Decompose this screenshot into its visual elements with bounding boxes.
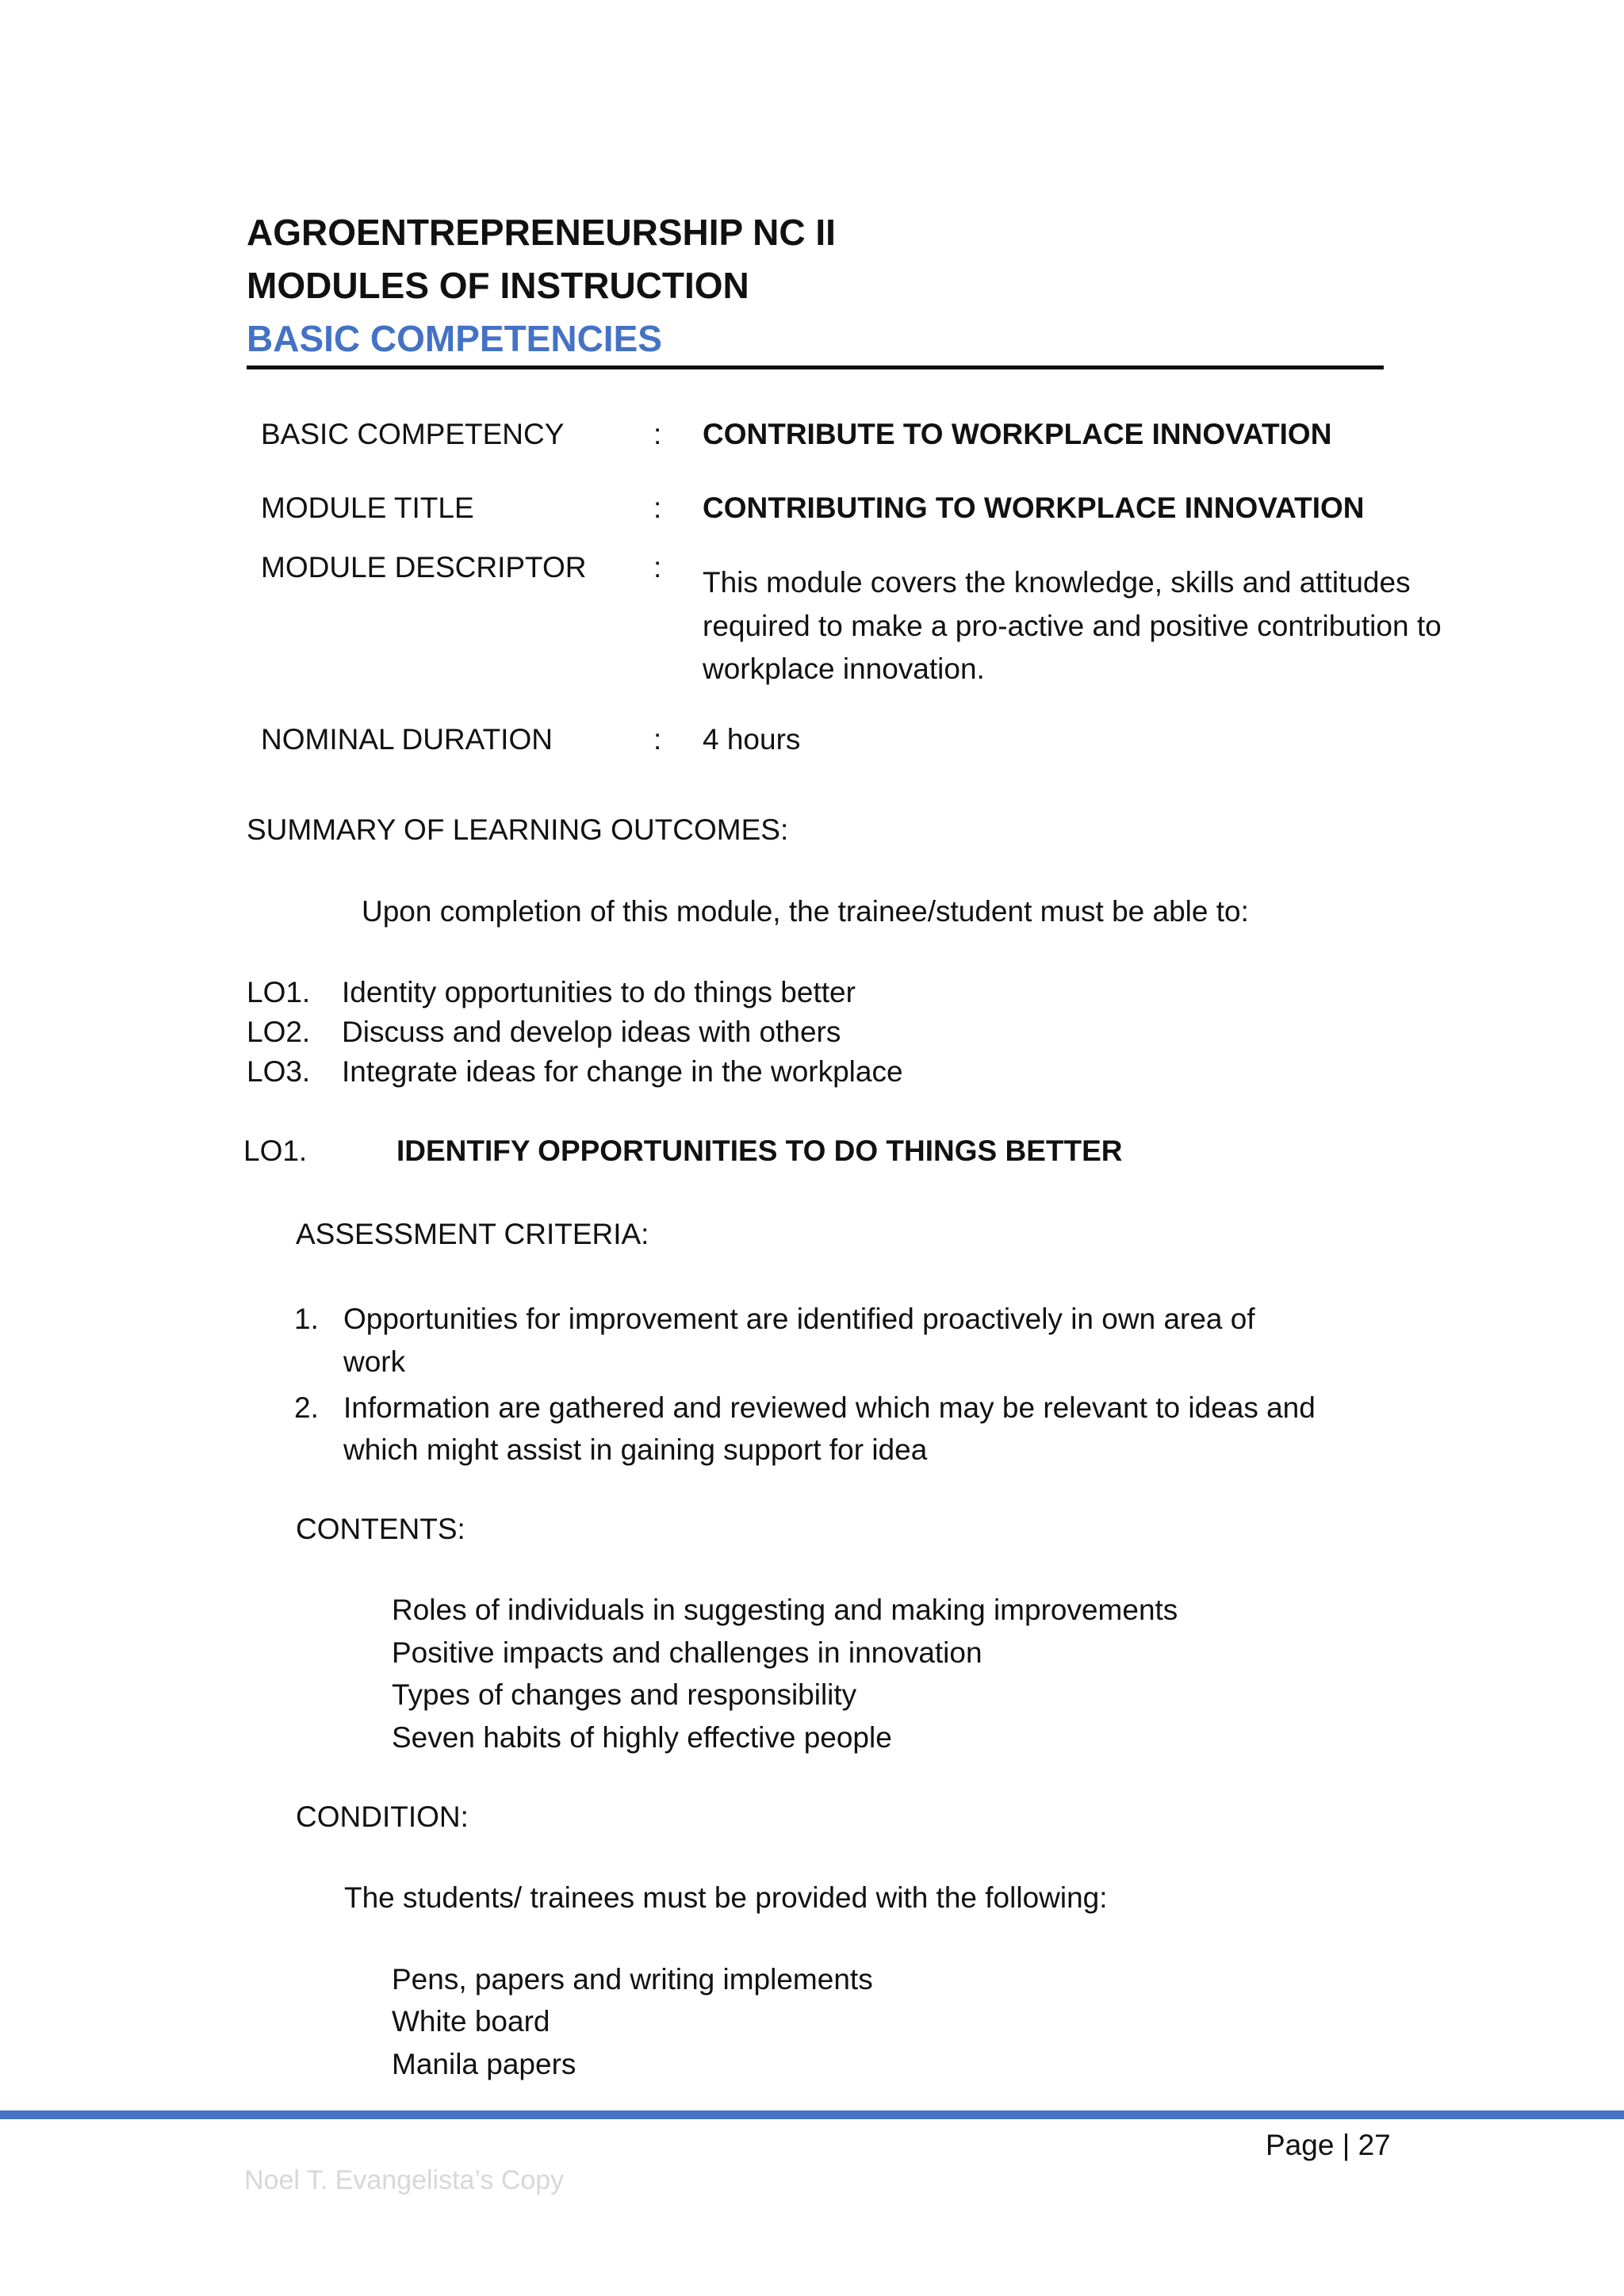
contents-heading: CONTENTS: — [296, 1513, 465, 1545]
condition-item: Pens, papers and writing implements — [392, 1963, 873, 1996]
outcome-text: Identity opportunities to do things better — [342, 976, 856, 1008]
descriptor-line: workplace innovation. — [703, 652, 985, 685]
lo1-number: LO1. — [243, 1135, 308, 1167]
criteria-line: Opportunities for improvement are identified proactively in own area of — [343, 1303, 1255, 1335]
doc-title-line1: AGROENTREPRENEURSHIP NC II — [247, 212, 836, 253]
contents-item: Positive impacts and challenges in innovation — [392, 1636, 982, 1669]
page-number: Page | 27 — [1266, 2129, 1391, 2161]
competency-colon: : — [653, 418, 662, 450]
header-rule — [247, 365, 1384, 369]
module-title-label: MODULE TITLE — [261, 492, 474, 524]
outcome-number: LO3. — [247, 1055, 311, 1088]
outcome-number: LO2. — [247, 1016, 311, 1048]
module-title-value: CONTRIBUTING TO WORKPLACE INNOVATION — [703, 492, 1365, 524]
module-title-colon: : — [653, 492, 662, 524]
duration-colon: : — [653, 723, 662, 756]
module-descriptor-label: MODULE DESCRIPTOR — [261, 551, 587, 584]
assessment-criteria-heading: ASSESSMENT CRITERIA: — [296, 1218, 649, 1250]
duration-value: 4 hours — [703, 723, 801, 756]
outcome-text: Integrate ideas for change in the workplace — [342, 1055, 903, 1088]
criteria-line: which might assist in gaining support for idea — [343, 1433, 928, 1466]
outcome-number: LO1. — [247, 976, 311, 1008]
doc-section-title: BASIC COMPETENCIES — [247, 318, 662, 359]
contents-item: Roles of individuals in suggesting and making improvements — [392, 1594, 1178, 1626]
summary-intro: Upon completion of this module, the trainee/student must be able to: — [362, 895, 1249, 928]
condition-item: Manila papers — [392, 2048, 576, 2080]
condition-heading: CONDITION: — [296, 1800, 469, 1833]
descriptor-line: required to make a pro-active and positive contribution to — [703, 610, 1442, 642]
lo1-title: IDENTIFY OPPORTUNITIES TO DO THINGS BETTER — [396, 1135, 1123, 1167]
contents-item: Seven habits of highly effective people — [392, 1721, 892, 1754]
criteria-number: 2. — [294, 1391, 319, 1424]
footer-bar — [0, 2110, 1624, 2119]
criteria-line: work — [343, 1345, 406, 1378]
competency-label: BASIC COMPETENCY — [261, 418, 565, 450]
duration-label: NOMINAL DURATION — [261, 723, 553, 756]
criteria-number: 1. — [294, 1303, 319, 1335]
contents-item: Types of changes and responsibility — [392, 1678, 857, 1711]
doc-title-line2: MODULES OF INSTRUCTION — [247, 265, 749, 306]
criteria-line: Information are gathered and reviewed which may be relevant to ideas and — [343, 1391, 1316, 1424]
module-descriptor-colon: : — [653, 551, 662, 584]
condition-item: White board — [392, 2005, 550, 2038]
descriptor-line: This module covers the knowledge, skills and attitudes — [703, 566, 1411, 599]
summary-heading: SUMMARY OF LEARNING OUTCOMES: — [247, 813, 789, 846]
condition-intro: The students/ trainees must be provided with the following: — [344, 1881, 1108, 1914]
outcome-text: Discuss and develop ideas with others — [342, 1016, 841, 1048]
competency-value: CONTRIBUTE TO WORKPLACE INNOVATION — [703, 418, 1332, 450]
watermark-text: Noel T. Evangelista’s Copy — [244, 2165, 565, 2195]
